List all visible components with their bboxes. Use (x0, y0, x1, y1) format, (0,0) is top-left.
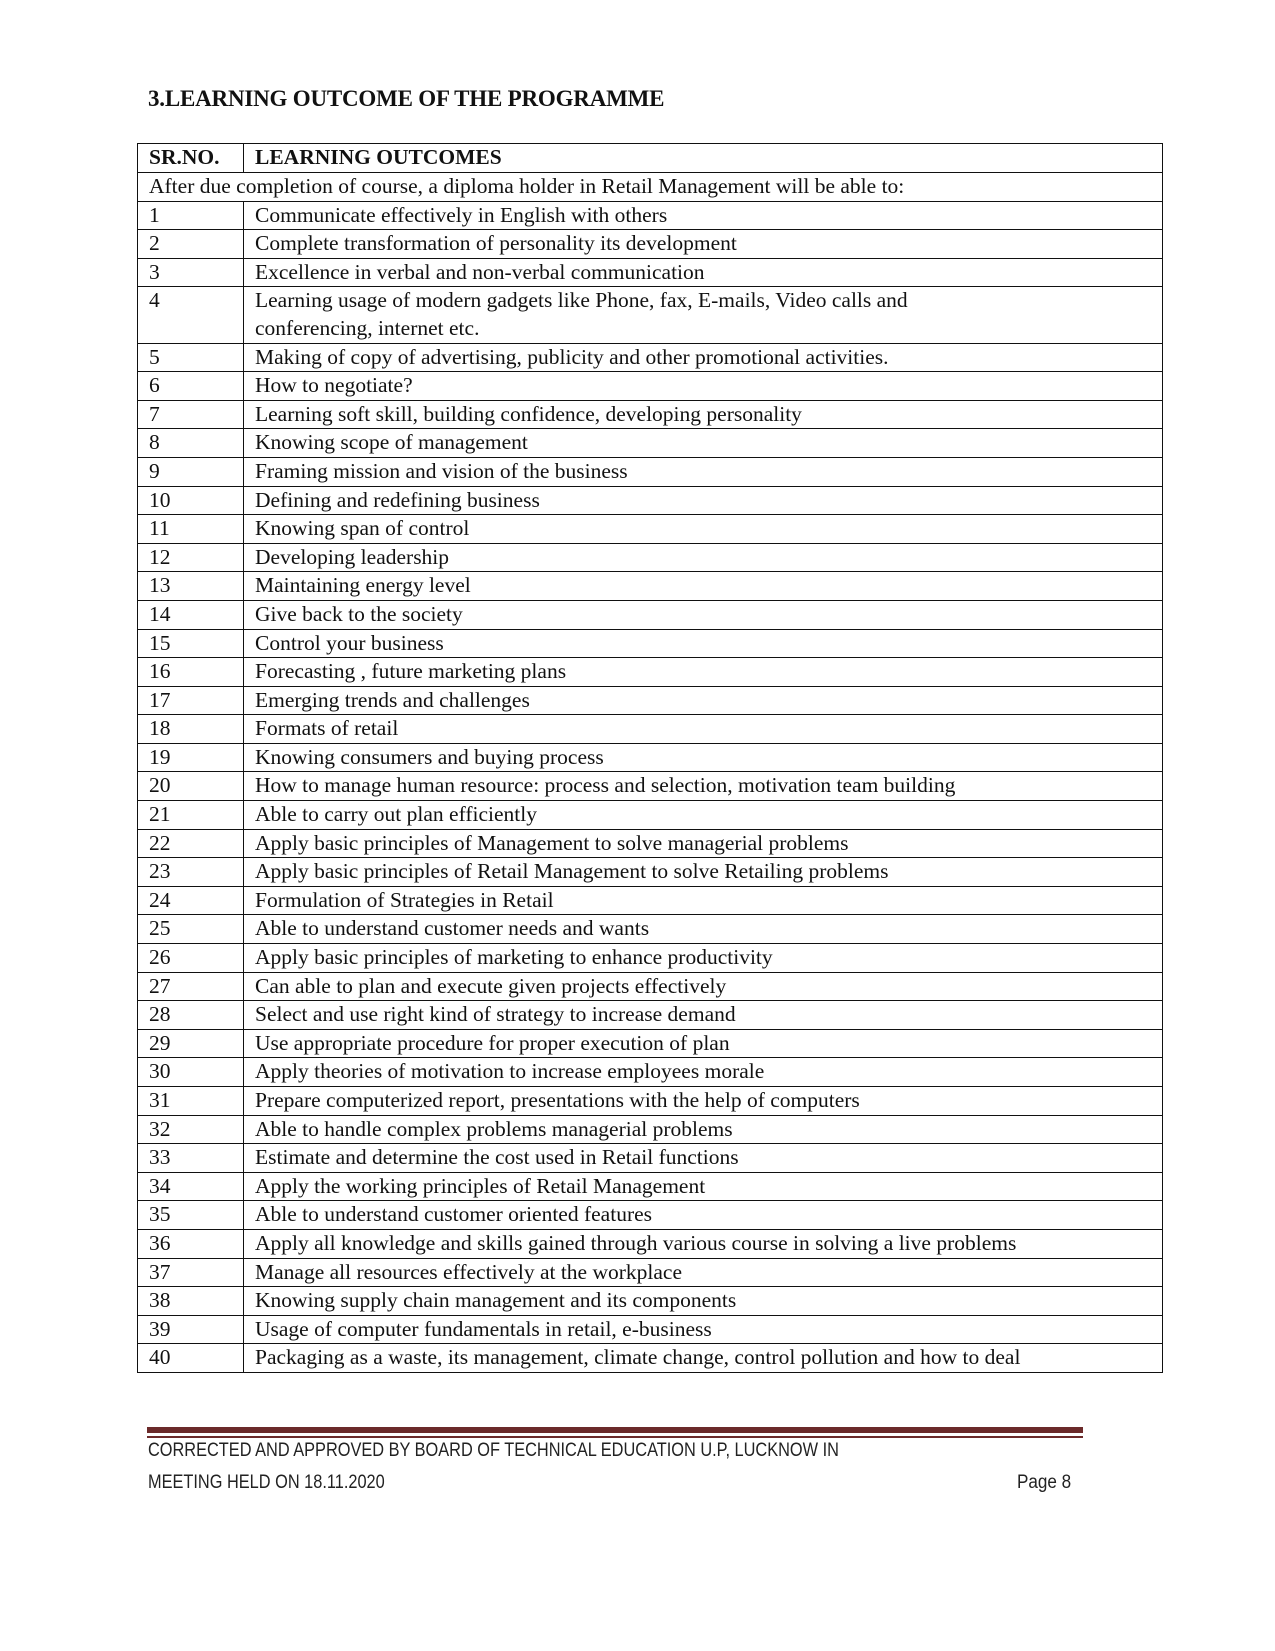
outcome-cell: Able to understand customer oriented features (244, 1201, 1163, 1230)
table-row (138, 1201, 1163, 1230)
outcome-cell: Knowing scope of management (244, 429, 1163, 458)
table-row (138, 1087, 1163, 1116)
outcome-cell: Apply all knowledge and skills gained through various course in solving a live problems (244, 1229, 1163, 1258)
table-row (138, 287, 1163, 343)
table-row (138, 1287, 1163, 1316)
table-row (138, 1258, 1163, 1287)
table-row (138, 515, 1163, 544)
table-row (138, 1001, 1163, 1030)
table-row (138, 1229, 1163, 1258)
table-row (138, 944, 1163, 973)
table-header-row (138, 144, 1163, 173)
table-row (138, 543, 1163, 572)
outcome-cell: Usage of computer fundamentals in retail, e-business (244, 1315, 1163, 1344)
table-row (138, 658, 1163, 687)
table-row (138, 600, 1163, 629)
outcome-cell (244, 287, 1163, 343)
table-row (138, 801, 1163, 830)
table-row (138, 1115, 1163, 1144)
outcome-cell: Able to handle complex problems managerial problems (244, 1115, 1163, 1144)
table-row (138, 1144, 1163, 1173)
table-row (138, 457, 1163, 486)
sr-no-cell: 7 (138, 400, 244, 429)
outcome-cell: Formulation of Strategies in Retail (244, 886, 1163, 915)
outcome-cell: Defining and redefining business (244, 486, 1163, 515)
sr-no-cell: 36 (138, 1229, 244, 1258)
outcome-cell: Developing leadership (244, 543, 1163, 572)
learning-outcomes-table (137, 143, 1163, 1373)
sr-no-cell: 38 (138, 1287, 244, 1316)
table-row (138, 629, 1163, 658)
outcome-cell: Apply basic principles of Retail Management to solve Retailing problems (244, 858, 1163, 887)
sr-no-cell: 26 (138, 944, 244, 973)
table-row (138, 772, 1163, 801)
table-row (138, 572, 1163, 601)
outcome-cell: Making of copy of advertising, publicity and other promotional activities. (244, 343, 1163, 372)
table-row (138, 886, 1163, 915)
sr-no-cell: 29 (138, 1029, 244, 1058)
page-number: Page 8 (1017, 1472, 1072, 1493)
table-row (138, 1172, 1163, 1201)
outcome-cell: Control your business (244, 629, 1163, 658)
sr-no-cell: 37 (138, 1258, 244, 1287)
table-row (138, 258, 1163, 287)
sr-no-cell: 33 (138, 1144, 244, 1173)
sr-no-cell: 21 (138, 801, 244, 830)
intro-row (138, 173, 1163, 202)
sr-no-cell: 22 (138, 829, 244, 858)
sr-no-cell: 4 (138, 287, 244, 343)
sr-no-cell: 1 (138, 201, 244, 230)
table-row (138, 829, 1163, 858)
sr-no-cell: 12 (138, 543, 244, 572)
outcome-cell: Knowing span of control (244, 515, 1163, 544)
outcome-cell: Learning soft skill, building confidence, developing personality (244, 400, 1163, 429)
outcome-cell: Manage all resources effectively at the workplace (244, 1258, 1163, 1287)
sr-no-cell: 14 (138, 600, 244, 629)
sr-no-cell: 30 (138, 1058, 244, 1087)
outcome-line: Learning usage of modern gadgets like Phone, fax, E-mails, Video calls and (255, 288, 908, 313)
footer-approval-line1: CORRECTED AND APPROVED BY BOARD OF TECHNICAL EDUCATION U.P, LUCKNOW IN (148, 1440, 839, 1461)
sr-no-cell: 39 (138, 1315, 244, 1344)
table-row (138, 1058, 1163, 1087)
sr-no-cell: 31 (138, 1087, 244, 1116)
sr-no-cell: 17 (138, 686, 244, 715)
footer-approval-line2: MEETING HELD ON 18.11.2020 (148, 1472, 385, 1493)
outcome-cell: Can able to plan and execute given projects effectively (244, 972, 1163, 1001)
sr-no-cell: 5 (138, 343, 244, 372)
outcome-cell: Knowing consumers and buying process (244, 743, 1163, 772)
outcome-cell: Able to understand customer needs and wants (244, 915, 1163, 944)
sr-no-cell: 11 (138, 515, 244, 544)
sr-no-cell: 3 (138, 258, 244, 287)
outcome-cell: Complete transformation of personality its development (244, 230, 1163, 259)
outcome-cell: Formats of retail (244, 715, 1163, 744)
table-row (138, 400, 1163, 429)
table-row (138, 343, 1163, 372)
outcome-cell: Use appropriate procedure for proper execution of plan (244, 1029, 1163, 1058)
table-row (138, 486, 1163, 515)
sr-no-cell: 32 (138, 1115, 244, 1144)
outcome-cell: Apply basic principles of Management to solve managerial problems (244, 829, 1163, 858)
sr-no-cell: 40 (138, 1344, 244, 1373)
sr-no-cell: 28 (138, 1001, 244, 1030)
sr-no-cell: 23 (138, 858, 244, 887)
sr-no-cell: 2 (138, 230, 244, 259)
outcome-cell: Excellence in verbal and non-verbal communication (244, 258, 1163, 287)
sr-no-cell: 9 (138, 457, 244, 486)
sr-no-cell: 15 (138, 629, 244, 658)
header-learning-outcomes: LEARNING OUTCOMES (244, 144, 1163, 173)
outcome-cell: Framing mission and vision of the business (244, 457, 1163, 486)
sr-no-cell: 19 (138, 743, 244, 772)
sr-no-cell: 10 (138, 486, 244, 515)
outcome-cell: Maintaining energy level (244, 572, 1163, 601)
table-row (138, 230, 1163, 259)
sr-no-cell: 8 (138, 429, 244, 458)
outcome-cell: Apply theories of motivation to increase employees morale (244, 1058, 1163, 1087)
footer-rule-thin (147, 1436, 1083, 1438)
table-row (138, 1315, 1163, 1344)
sr-no-cell: 18 (138, 715, 244, 744)
footer-rule-thick (147, 1427, 1083, 1433)
sr-no-cell: 27 (138, 972, 244, 1001)
sr-no-cell: 34 (138, 1172, 244, 1201)
outcome-cell: Communicate effectively in English with others (244, 201, 1163, 230)
table-row (138, 1344, 1163, 1373)
table-row (138, 743, 1163, 772)
table-row (138, 1029, 1163, 1058)
sr-no-cell: 13 (138, 572, 244, 601)
table-row (138, 858, 1163, 887)
sr-no-cell: 24 (138, 886, 244, 915)
outcome-cell: Apply the working principles of Retail Management (244, 1172, 1163, 1201)
table-row (138, 715, 1163, 744)
sr-no-cell: 16 (138, 658, 244, 687)
sr-no-cell: 6 (138, 372, 244, 401)
outcome-cell: Packaging as a waste, its management, climate change, control pollution and how to deal (244, 1344, 1163, 1373)
outcome-cell: Give back to the society (244, 600, 1163, 629)
outcome-cell: Estimate and determine the cost used in Retail functions (244, 1144, 1163, 1173)
sr-no-cell: 35 (138, 1201, 244, 1230)
outcome-cell: Emerging trends and challenges (244, 686, 1163, 715)
outcome-cell: Apply basic principles of marketing to enhance productivity (244, 944, 1163, 973)
outcome-cell: How to negotiate? (244, 372, 1163, 401)
outcome-cell: Forecasting , future marketing plans (244, 658, 1163, 687)
intro-text: After due completion of course, a diploma holder in Retail Management will be able to: (138, 173, 1163, 202)
outcome-line: conferencing, internet etc. (255, 315, 480, 340)
table-row (138, 686, 1163, 715)
outcome-cell: Prepare computerized report, presentations with the help of computers (244, 1087, 1163, 1116)
header-sr-no: SR.NO. (138, 144, 244, 173)
table-row (138, 372, 1163, 401)
section-title: 3.LEARNING OUTCOME OF THE PROGRAMME (148, 86, 665, 111)
sr-no-cell: 20 (138, 772, 244, 801)
table-row (138, 915, 1163, 944)
outcome-cell: Knowing supply chain management and its components (244, 1287, 1163, 1316)
table-row (138, 429, 1163, 458)
table-row (138, 972, 1163, 1001)
outcome-cell: Able to carry out plan efficiently (244, 801, 1163, 830)
table-row (138, 201, 1163, 230)
sr-no-cell: 25 (138, 915, 244, 944)
outcome-cell: How to manage human resource: process and selection, motivation team building (244, 772, 1163, 801)
outcome-cell: Select and use right kind of strategy to increase demand (244, 1001, 1163, 1030)
